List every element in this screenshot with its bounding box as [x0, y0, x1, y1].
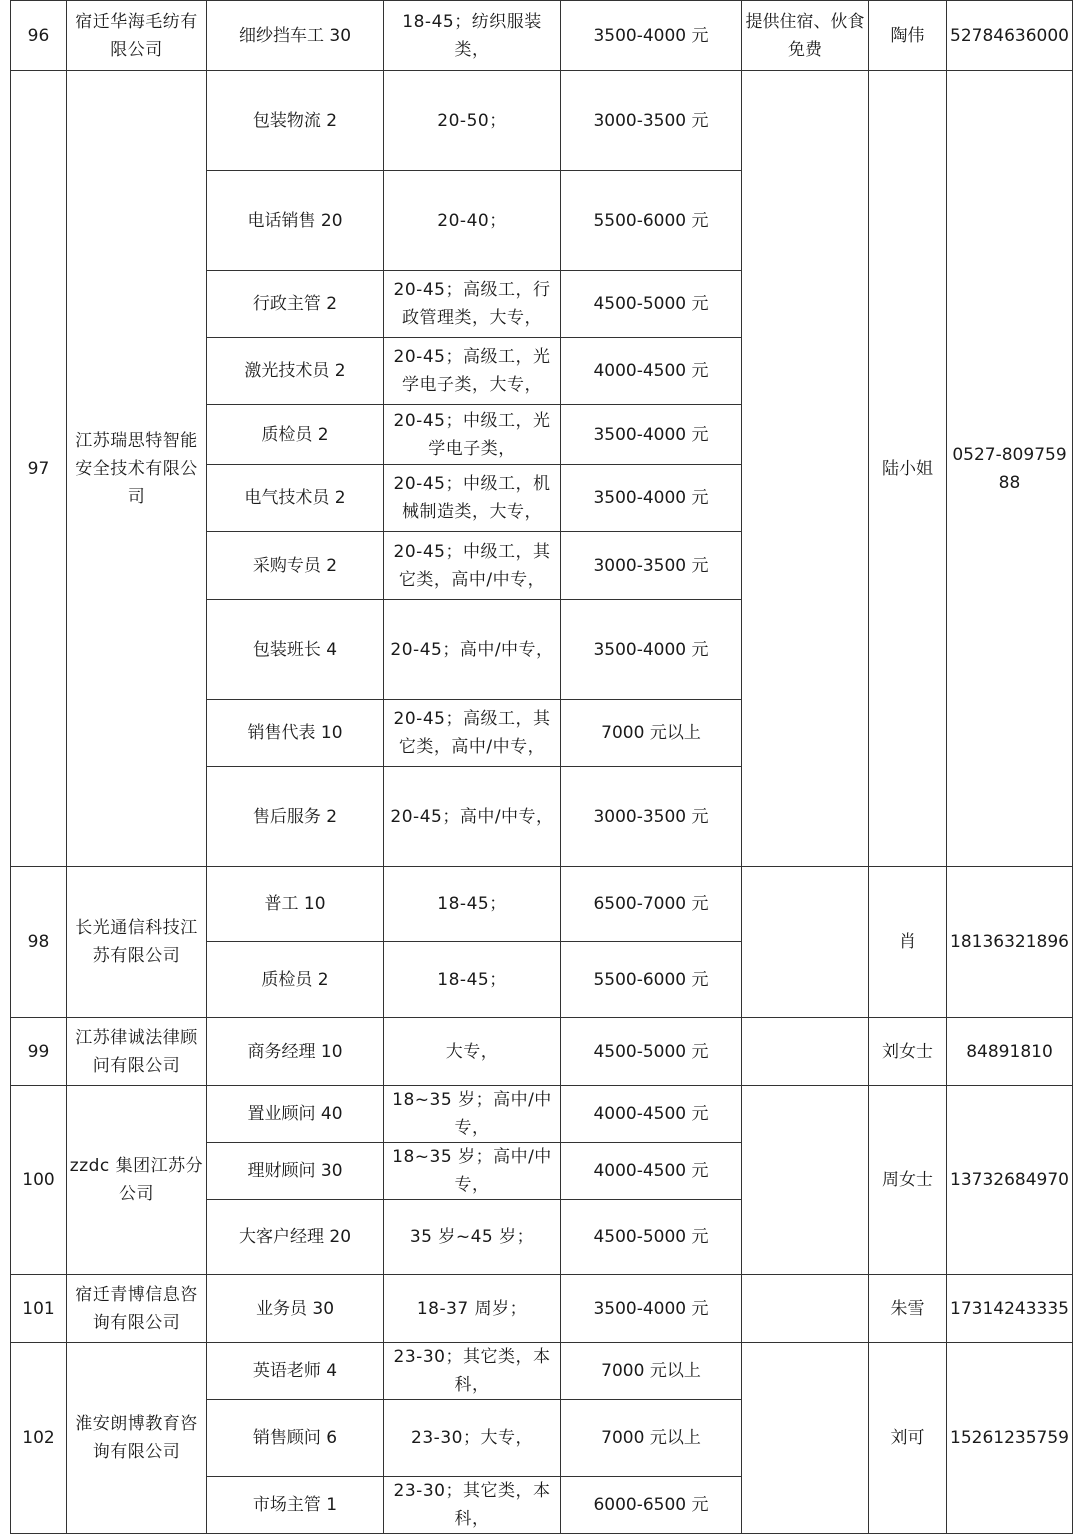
- job-requirements: 23-30；其它类，本科，: [384, 1343, 561, 1400]
- job-requirements: 23-30；大专，: [384, 1400, 561, 1477]
- job-salary: 5500-6000 元: [561, 942, 742, 1018]
- job-salary: 6000-6500 元: [561, 1477, 742, 1534]
- company-name: 江苏瑞思特智能安全技术有限公司: [67, 71, 207, 867]
- company-name: 宿迁青博信息咨询有限公司: [67, 1275, 207, 1343]
- job-salary: 6500-7000 元: [561, 867, 742, 942]
- job-requirements: 20-45；高级工，光学电子类，大专，: [384, 338, 561, 405]
- job-title: 置业顾问 40: [207, 1086, 384, 1143]
- job-salary: 5500-6000 元: [561, 171, 742, 271]
- job-title: 细纱挡车工 30: [207, 1, 384, 71]
- job-requirements: 20-40；: [384, 171, 561, 271]
- company-name: 长光通信科技江苏有限公司: [67, 867, 207, 1018]
- job-title: 行政主管 2: [207, 271, 384, 338]
- job-requirements: 18~35 岁；高中/中专，: [384, 1086, 561, 1143]
- job-salary: 7000 元以上: [561, 1400, 742, 1477]
- job-salary: 3000-3500 元: [561, 71, 742, 171]
- job-requirements: 20-45；高级工，行政管理类，大专，: [384, 271, 561, 338]
- job-salary: 4500-5000 元: [561, 1200, 742, 1275]
- job-requirements: 20-45；中级工，其它类，高中/中专，: [384, 532, 561, 600]
- contact-person: 刘可: [869, 1343, 947, 1534]
- job-title: 电话销售 20: [207, 171, 384, 271]
- contact-phone: 13732684970: [947, 1086, 1073, 1275]
- contact-phone: 52784636000: [947, 1, 1073, 71]
- job-salary: 4500-5000 元: [561, 1018, 742, 1086]
- job-requirements: 20-45；中级工，机械制造类，大专，: [384, 465, 561, 532]
- job-requirements: 20-45；高中/中专，: [384, 767, 561, 867]
- company-benefits: [742, 1343, 869, 1534]
- table-row: [11, 867, 1073, 942]
- job-requirements: 18-45；: [384, 867, 561, 942]
- contact-person: 周女士: [869, 1086, 947, 1275]
- job-requirements: 20-45；高中/中专，: [384, 600, 561, 700]
- company-benefits: [742, 71, 869, 867]
- company-number: 100: [11, 1086, 67, 1275]
- company-name: zzdc 集团江苏分公司: [67, 1086, 207, 1275]
- table-row: [11, 1086, 1073, 1143]
- job-title: 电气技术员 2: [207, 465, 384, 532]
- contact-person: 刘女士: [869, 1018, 947, 1086]
- job-title: 大客户经理 20: [207, 1200, 384, 1275]
- table-row: [11, 1, 1073, 71]
- job-salary: 3500-4000 元: [561, 405, 742, 465]
- job-title: 售后服务 2: [207, 767, 384, 867]
- company-number: 98: [11, 867, 67, 1018]
- job-salary: 4000-4500 元: [561, 1143, 742, 1200]
- job-salary: 3500-4000 元: [561, 1, 742, 71]
- job-title: 采购专员 2: [207, 532, 384, 600]
- company-benefits: [742, 867, 869, 1018]
- company-name: 宿迁华海毛纺有限公司: [67, 1, 207, 71]
- job-salary: 3500-4000 元: [561, 600, 742, 700]
- table-row: [11, 1343, 1073, 1400]
- job-salary: 3000-3500 元: [561, 767, 742, 867]
- job-salary: 4000-4500 元: [561, 338, 742, 405]
- company-number: 99: [11, 1018, 67, 1086]
- company-benefits: [742, 1275, 869, 1343]
- company-benefits: [742, 1018, 869, 1086]
- table-row: [11, 1018, 1073, 1086]
- job-requirements: 23-30；其它类，本科，: [384, 1477, 561, 1534]
- job-title: 业务员 30: [207, 1275, 384, 1343]
- company-number: 102: [11, 1343, 67, 1534]
- job-salary: 3000-3500 元: [561, 532, 742, 600]
- job-title: 质检员 2: [207, 405, 384, 465]
- table-row: [11, 1275, 1073, 1343]
- table-row: [11, 71, 1073, 171]
- contact-person: 陆小姐: [869, 71, 947, 867]
- contact-person: 肖: [869, 867, 947, 1018]
- company-name: 淮安朗博教育咨询有限公司: [67, 1343, 207, 1534]
- company-number: 101: [11, 1275, 67, 1343]
- job-salary: 7000 元以上: [561, 1343, 742, 1400]
- job-title: 普工 10: [207, 867, 384, 942]
- contact-phone: 18136321896: [947, 867, 1073, 1018]
- contact-phone: 84891810: [947, 1018, 1073, 1086]
- job-salary: 3500-4000 元: [561, 1275, 742, 1343]
- job-title: 包装班长 4: [207, 600, 384, 700]
- job-requirements: 20-45；中级工，光学电子类，: [384, 405, 561, 465]
- job-requirements: 大专，: [384, 1018, 561, 1086]
- job-requirements: 35 岁~45 岁；: [384, 1200, 561, 1275]
- contact-phone: 17314243335: [947, 1275, 1073, 1343]
- contact-phone: 0527-80975988: [947, 71, 1073, 867]
- job-title: 理财顾问 30: [207, 1143, 384, 1200]
- job-listing-table: [10, 0, 1073, 1534]
- job-title: 销售顾问 6: [207, 1400, 384, 1477]
- job-salary: 4000-4500 元: [561, 1086, 742, 1143]
- job-salary: 4500-5000 元: [561, 271, 742, 338]
- company-name: 江苏律诚法律顾问有限公司: [67, 1018, 207, 1086]
- job-requirements: 20-45；高级工，其它类，高中/中专，: [384, 700, 561, 767]
- job-title: 商务经理 10: [207, 1018, 384, 1086]
- company-benefits: [742, 1086, 869, 1275]
- contact-person: 陶伟: [869, 1, 947, 71]
- job-title: 英语老师 4: [207, 1343, 384, 1400]
- job-requirements: 20-50；: [384, 71, 561, 171]
- job-title: 包装物流 2: [207, 71, 384, 171]
- job-salary: 7000 元以上: [561, 700, 742, 767]
- job-title: 激光技术员 2: [207, 338, 384, 405]
- company-number: 97: [11, 71, 67, 867]
- company-number: 96: [11, 1, 67, 71]
- job-title: 销售代表 10: [207, 700, 384, 767]
- contact-person: 朱雪: [869, 1275, 947, 1343]
- job-requirements: 18-45；: [384, 942, 561, 1018]
- job-title: 市场主管 1: [207, 1477, 384, 1534]
- job-requirements: 18~35 岁；高中/中专，: [384, 1143, 561, 1200]
- company-benefits: 提供住宿、伙食免费: [742, 1, 869, 71]
- contact-phone: 15261235759: [947, 1343, 1073, 1534]
- job-title: 质检员 2: [207, 942, 384, 1018]
- job-requirements: 18-37 周岁；: [384, 1275, 561, 1343]
- job-salary: 3500-4000 元: [561, 465, 742, 532]
- job-requirements: 18-45；纺织服装类，: [384, 1, 561, 71]
